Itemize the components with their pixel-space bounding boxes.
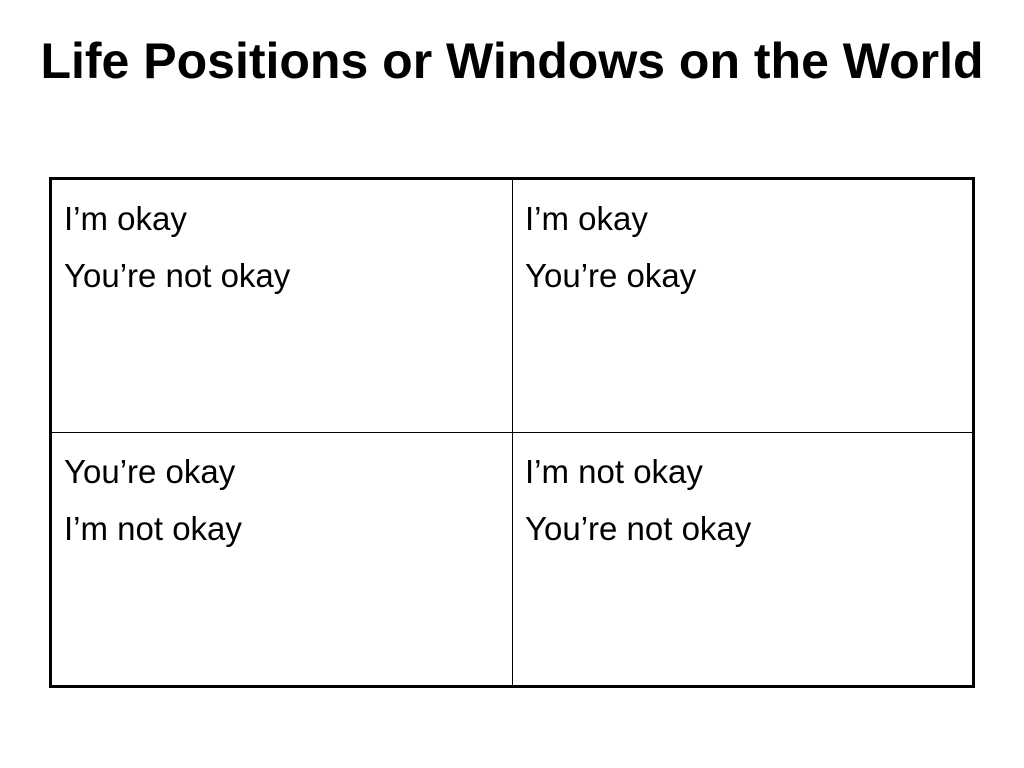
cell-line: I’m okay xyxy=(525,200,648,237)
slide-title: Life Positions or Windows on the World xyxy=(40,33,984,89)
cell-line: I’m okay xyxy=(64,200,187,237)
table-cell-top-right xyxy=(513,180,972,433)
table-cell-bottom-right xyxy=(513,433,972,685)
cell-line: You’re okay xyxy=(525,257,697,294)
table-cell-top-left xyxy=(52,180,513,433)
table-cell-bottom-left xyxy=(52,433,513,685)
cell-line: You’re not okay xyxy=(64,257,291,294)
cell-line: I’m not okay xyxy=(525,453,703,490)
cell-line: I’m not okay xyxy=(64,510,242,547)
cell-line: You’re okay xyxy=(64,453,236,490)
cell-line: You’re not okay xyxy=(525,510,752,547)
life-positions-table xyxy=(49,177,975,688)
